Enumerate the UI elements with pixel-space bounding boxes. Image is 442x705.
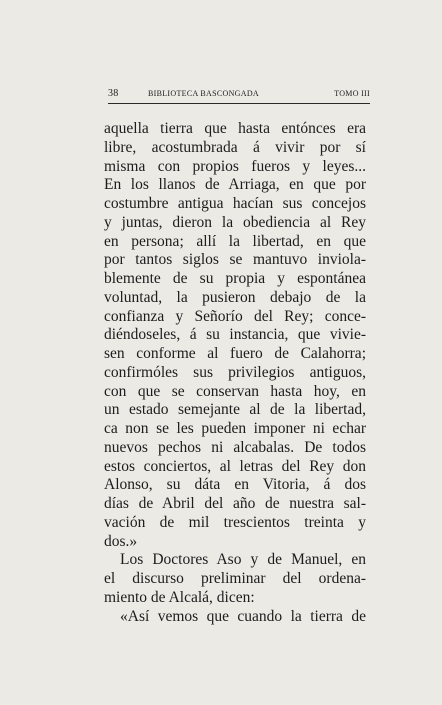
text-line: miento de Alcalá, dicen:	[104, 588, 255, 606]
text-line: dos.»	[104, 532, 138, 550]
text-line: ca non se les pueden imponer ni echar	[104, 420, 366, 437]
body-text	[104, 120, 366, 626]
text-line: Los Doctores Aso y de Manuel, en	[120, 551, 366, 569]
text-line: el discurso preliminar del ordena-	[104, 570, 366, 587]
page-number: 38	[108, 88, 119, 99]
text-line: vación de mil trescientos treinta y	[104, 513, 366, 531]
text-line: voluntad, la pusieron debajo de la	[104, 288, 366, 306]
text-line: confirmóles sus privilegios antiguos,	[104, 363, 366, 381]
text-line: sen conforme al fuero de Calahorra;	[104, 345, 366, 362]
text-line: blemente de su propia y espontánea	[104, 270, 366, 287]
text-line: días de Abril del año de nuestra sal-	[104, 495, 366, 512]
text-line: un estado semejante al de la libertad,	[104, 401, 366, 419]
text-line: nuevos pechos ni alcabalas. De todos	[104, 438, 366, 456]
text-line: confianza y Señorío del Rey; conce-	[104, 307, 366, 325]
text-line: Alonso, su dáta en Vitoria, á dos	[104, 476, 366, 494]
text-line: aquella tierra que hasta entónces era	[104, 120, 366, 137]
running-title: BIBLIOTECA BASCONGADA	[148, 89, 259, 98]
text-line: con que se conservan hasta hoy, en	[104, 382, 366, 400]
text-line: estos conciertos, al letras del Rey don	[104, 457, 366, 475]
text-line: libre, acostumbrada á vivir por sí	[104, 138, 366, 156]
text-line: costumbre antigua hacían sus concejos	[104, 195, 366, 212]
text-line: «Así vemos que cuando la tierra de	[120, 607, 366, 625]
volume-label: TOMO III	[334, 89, 370, 98]
text-line: en persona; allí la libertad, en que	[104, 232, 366, 250]
header-rule	[108, 103, 370, 104]
running-head	[108, 88, 370, 102]
text-line: y juntas, dieron la obediencia al Rey	[104, 213, 366, 231]
text-line: misma con propios fueros y leyes...	[104, 157, 366, 175]
text-line: En los llanos de Arriaga, en que por	[104, 176, 366, 194]
text-line: por tantos siglos se mantuvo inviola-	[104, 251, 366, 269]
text-line: diéndoseles, á su instancia, que vivie-	[104, 326, 366, 344]
